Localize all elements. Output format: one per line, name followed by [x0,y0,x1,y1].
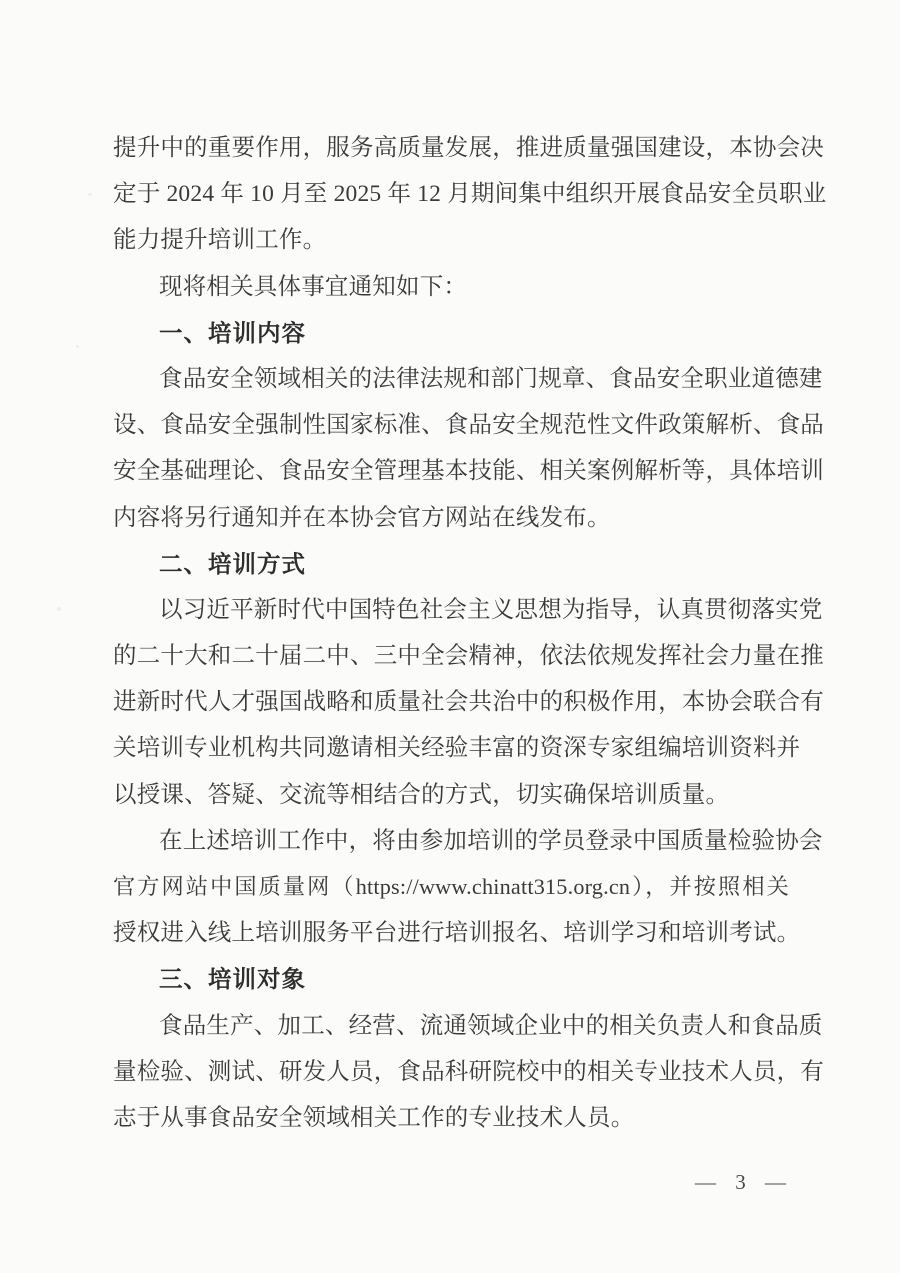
text-line: 的二十大和二十届二中、三中全会精神，依法依规发挥社会力量在推 [113,643,824,670]
text-line: 食品生产、加工、经营、流通领域企业中的相关负责人和食品质 [159,1012,823,1039]
text-line: 进新时代人才强国战略和质量社会共治中的积极作用，本协会联合有 [113,689,824,716]
text-line: 定于 2024 年 10 月至 2025 年 12 月期间集中组织开展食品安全员职业 [113,181,827,208]
text-line: 量检验、测试、研发人员，食品科研院校中的相关专业技术人员，有 [113,1058,824,1085]
paragraph-intro [113,125,827,264]
text-line: 以习近平新时代中国特色社会主义思想为指导，认真贯彻落实党 [159,596,823,623]
paragraph-training-content [113,356,824,541]
text-line-with-url: 官方网站中国质量网（https://www.chinatt315.org.cn），并按照相关 [113,874,789,899]
heading-text: 一、培训内容 [159,319,306,346]
text-line: 在上述培训工作中，将由参加培训的学员登录中国质量检验协会 [159,827,823,854]
text-line: 授权进入线上培训服务平台进行培训报名、培训学习和培训考试。 [113,920,801,947]
text-line: 内容将另行通知并在本协会官方网站在线发布。 [113,504,611,531]
heading-text: 三、培训对象 [159,966,306,993]
heading-text: 二、培训方式 [159,550,306,577]
scan-artifact [57,607,61,611]
paragraph-platform [113,818,823,957]
document-body [113,125,827,1141]
section-heading-1 [113,310,789,356]
text-line: 食品安全领域相关的法律法规和部门规章、食品安全职业道德建 [159,365,823,392]
section-heading-3 [113,956,789,1002]
text-line: 关培训专业机构共同邀请相关经验丰富的资深专家组编培训资料并 [113,735,801,762]
text-line: 设、食品安全强制性国家标准、食品安全规范性文件政策解析、食品 [113,412,824,439]
scan-artifact [88,193,92,196]
scan-artifact [76,345,79,348]
page-number: — 3 — [695,1170,788,1194]
text-line: 提升中的重要作用，服务高质量发展，推进质量强国建设，本协会决 [113,135,824,161]
text-line: 能力提升培训工作。 [113,227,327,254]
section-heading-2 [113,541,789,587]
text-line: 志于从事食品安全领域相关工作的专业技术人员。 [113,1104,635,1131]
text-line: 现将相关具体事宜通知如下： [159,273,468,300]
paragraph-training-method [113,587,824,818]
text-line: 以授课、答疑、交流等相结合的方式，切实确保培训质量。 [113,781,730,808]
paragraph-notice-lead [113,264,789,310]
paragraph-training-audience [113,1003,824,1142]
text-line: 安全基础理论、食品安全管理基本技能、相关案例解析等，具体培训 [113,458,824,485]
